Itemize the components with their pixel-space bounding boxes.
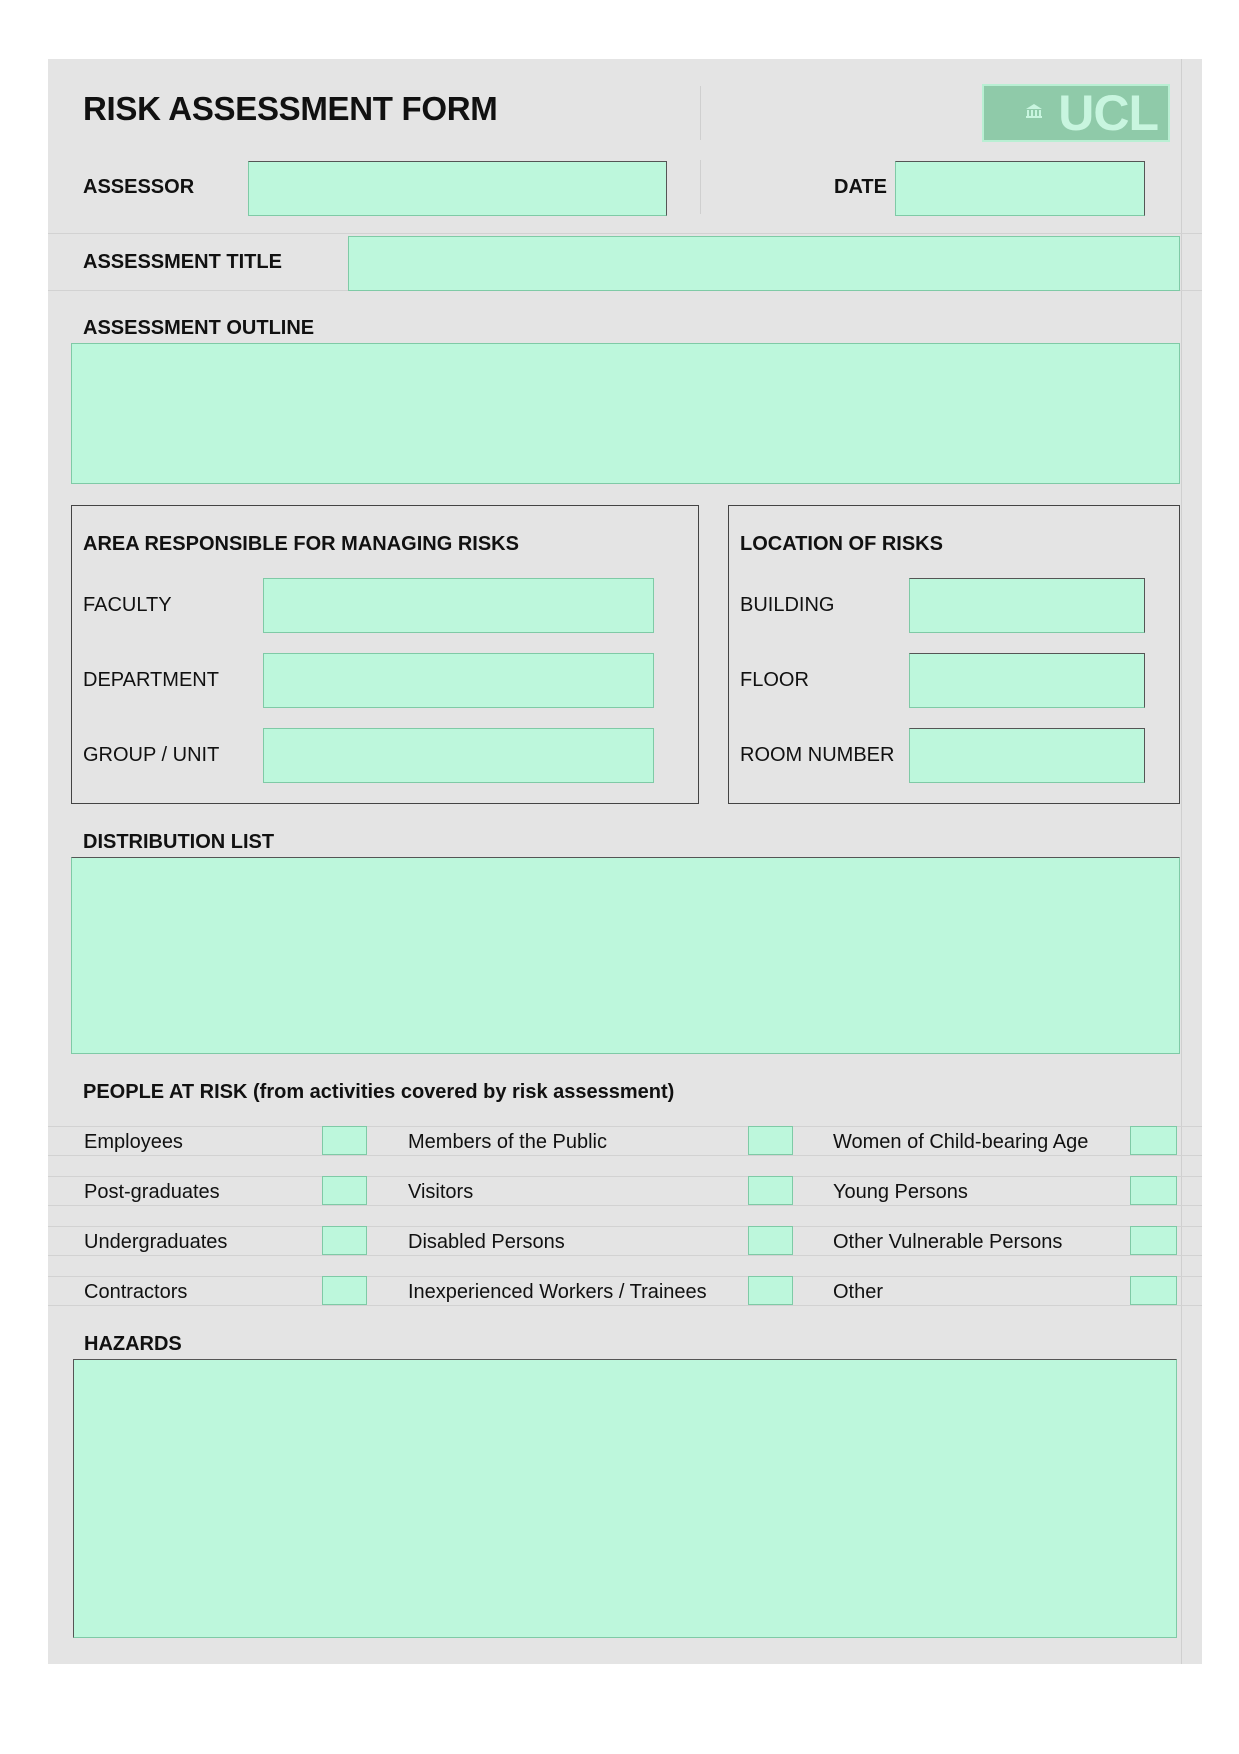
distribution-field[interactable] (71, 857, 1180, 1054)
floor-field[interactable] (909, 653, 1145, 708)
people-option-label: Employees (84, 1131, 183, 1153)
hazards-field[interactable] (73, 1359, 1177, 1638)
faculty-label: FACULTY (83, 594, 172, 616)
ucl-logo (982, 84, 1170, 142)
floor-label: FLOOR (740, 669, 809, 691)
group-unit-label: GROUP / UNIT (83, 744, 220, 766)
young-persons-checkbox[interactable] (1130, 1176, 1177, 1205)
portico-icon (1026, 104, 1042, 118)
people-option-label: Members of the Public (408, 1131, 607, 1153)
room-number-label: ROOM NUMBER (740, 744, 895, 766)
divider (48, 1226, 1202, 1227)
logo-text: UCL (1058, 85, 1158, 141)
undergraduates-checkbox[interactable] (322, 1226, 367, 1255)
post-graduates-checkbox[interactable] (322, 1176, 367, 1205)
other-checkbox[interactable] (1130, 1276, 1177, 1305)
department-label: DEPARTMENT (83, 669, 219, 691)
people-option-label: Contractors (84, 1281, 188, 1303)
building-field[interactable] (909, 578, 1145, 633)
assessment-title-field[interactable] (348, 236, 1180, 291)
visitors-checkbox[interactable] (748, 1176, 793, 1205)
inexperienced-workers-checkbox[interactable] (748, 1276, 793, 1305)
room-number-field[interactable] (909, 728, 1145, 783)
employees-checkbox[interactable] (322, 1126, 367, 1155)
divider (1181, 59, 1182, 1664)
divider (48, 1255, 1202, 1256)
location-heading: LOCATION OF RISKS (740, 533, 943, 555)
people-option-label: Visitors (408, 1181, 474, 1203)
people-option-label: Inexperienced Workers / Trainees (408, 1281, 707, 1303)
other-vulnerable-persons-checkbox[interactable] (1130, 1226, 1177, 1255)
building-label: BUILDING (740, 594, 835, 616)
divider (700, 160, 701, 214)
people-at-risk-heading: PEOPLE AT RISK (from activities covered by risk assessment) (83, 1081, 675, 1103)
distribution-label: DISTRIBUTION LIST (83, 831, 275, 853)
people-option-label: Undergraduates (84, 1231, 228, 1253)
divider (48, 1176, 1202, 1177)
people-option-label: Disabled Persons (408, 1231, 565, 1253)
people-option-label: Young Persons (833, 1181, 968, 1203)
date-field[interactable] (895, 161, 1145, 216)
faculty-field[interactable] (263, 578, 654, 633)
people-option-label: Post-graduates (84, 1181, 220, 1203)
assessor-label: ASSESSOR (83, 176, 195, 198)
page-title: RISK ASSESSMENT FORM (83, 90, 498, 127)
date-label: DATE (834, 176, 887, 198)
assessment-title-label: ASSESSMENT TITLE (83, 251, 282, 273)
assessment-outline-field[interactable] (71, 343, 1180, 484)
divider (48, 1155, 1202, 1156)
divider (48, 1276, 1202, 1277)
contractors-checkbox[interactable] (322, 1276, 367, 1305)
divider (48, 1126, 1202, 1127)
disabled-persons-checkbox[interactable] (748, 1226, 793, 1255)
divider (48, 1205, 1202, 1206)
department-field[interactable] (263, 653, 654, 708)
divider (48, 233, 1202, 234)
assessment-outline-label: ASSESSMENT OUTLINE (83, 317, 315, 339)
divider (48, 1305, 1202, 1306)
group-unit-field[interactable] (263, 728, 654, 783)
assessor-field[interactable] (248, 161, 667, 216)
hazards-label: HAZARDS (84, 1333, 182, 1355)
divider (700, 86, 701, 140)
members-of-public-checkbox[interactable] (748, 1126, 793, 1155)
people-option-label: Women of Child-bearing Age (833, 1131, 1089, 1153)
people-option-label: Other Vulnerable Persons (833, 1231, 1063, 1253)
women-child-bearing-age-checkbox[interactable] (1130, 1126, 1177, 1155)
area-heading: AREA RESPONSIBLE FOR MANAGING RISKS (83, 533, 519, 555)
people-option-label: Other (833, 1281, 884, 1303)
